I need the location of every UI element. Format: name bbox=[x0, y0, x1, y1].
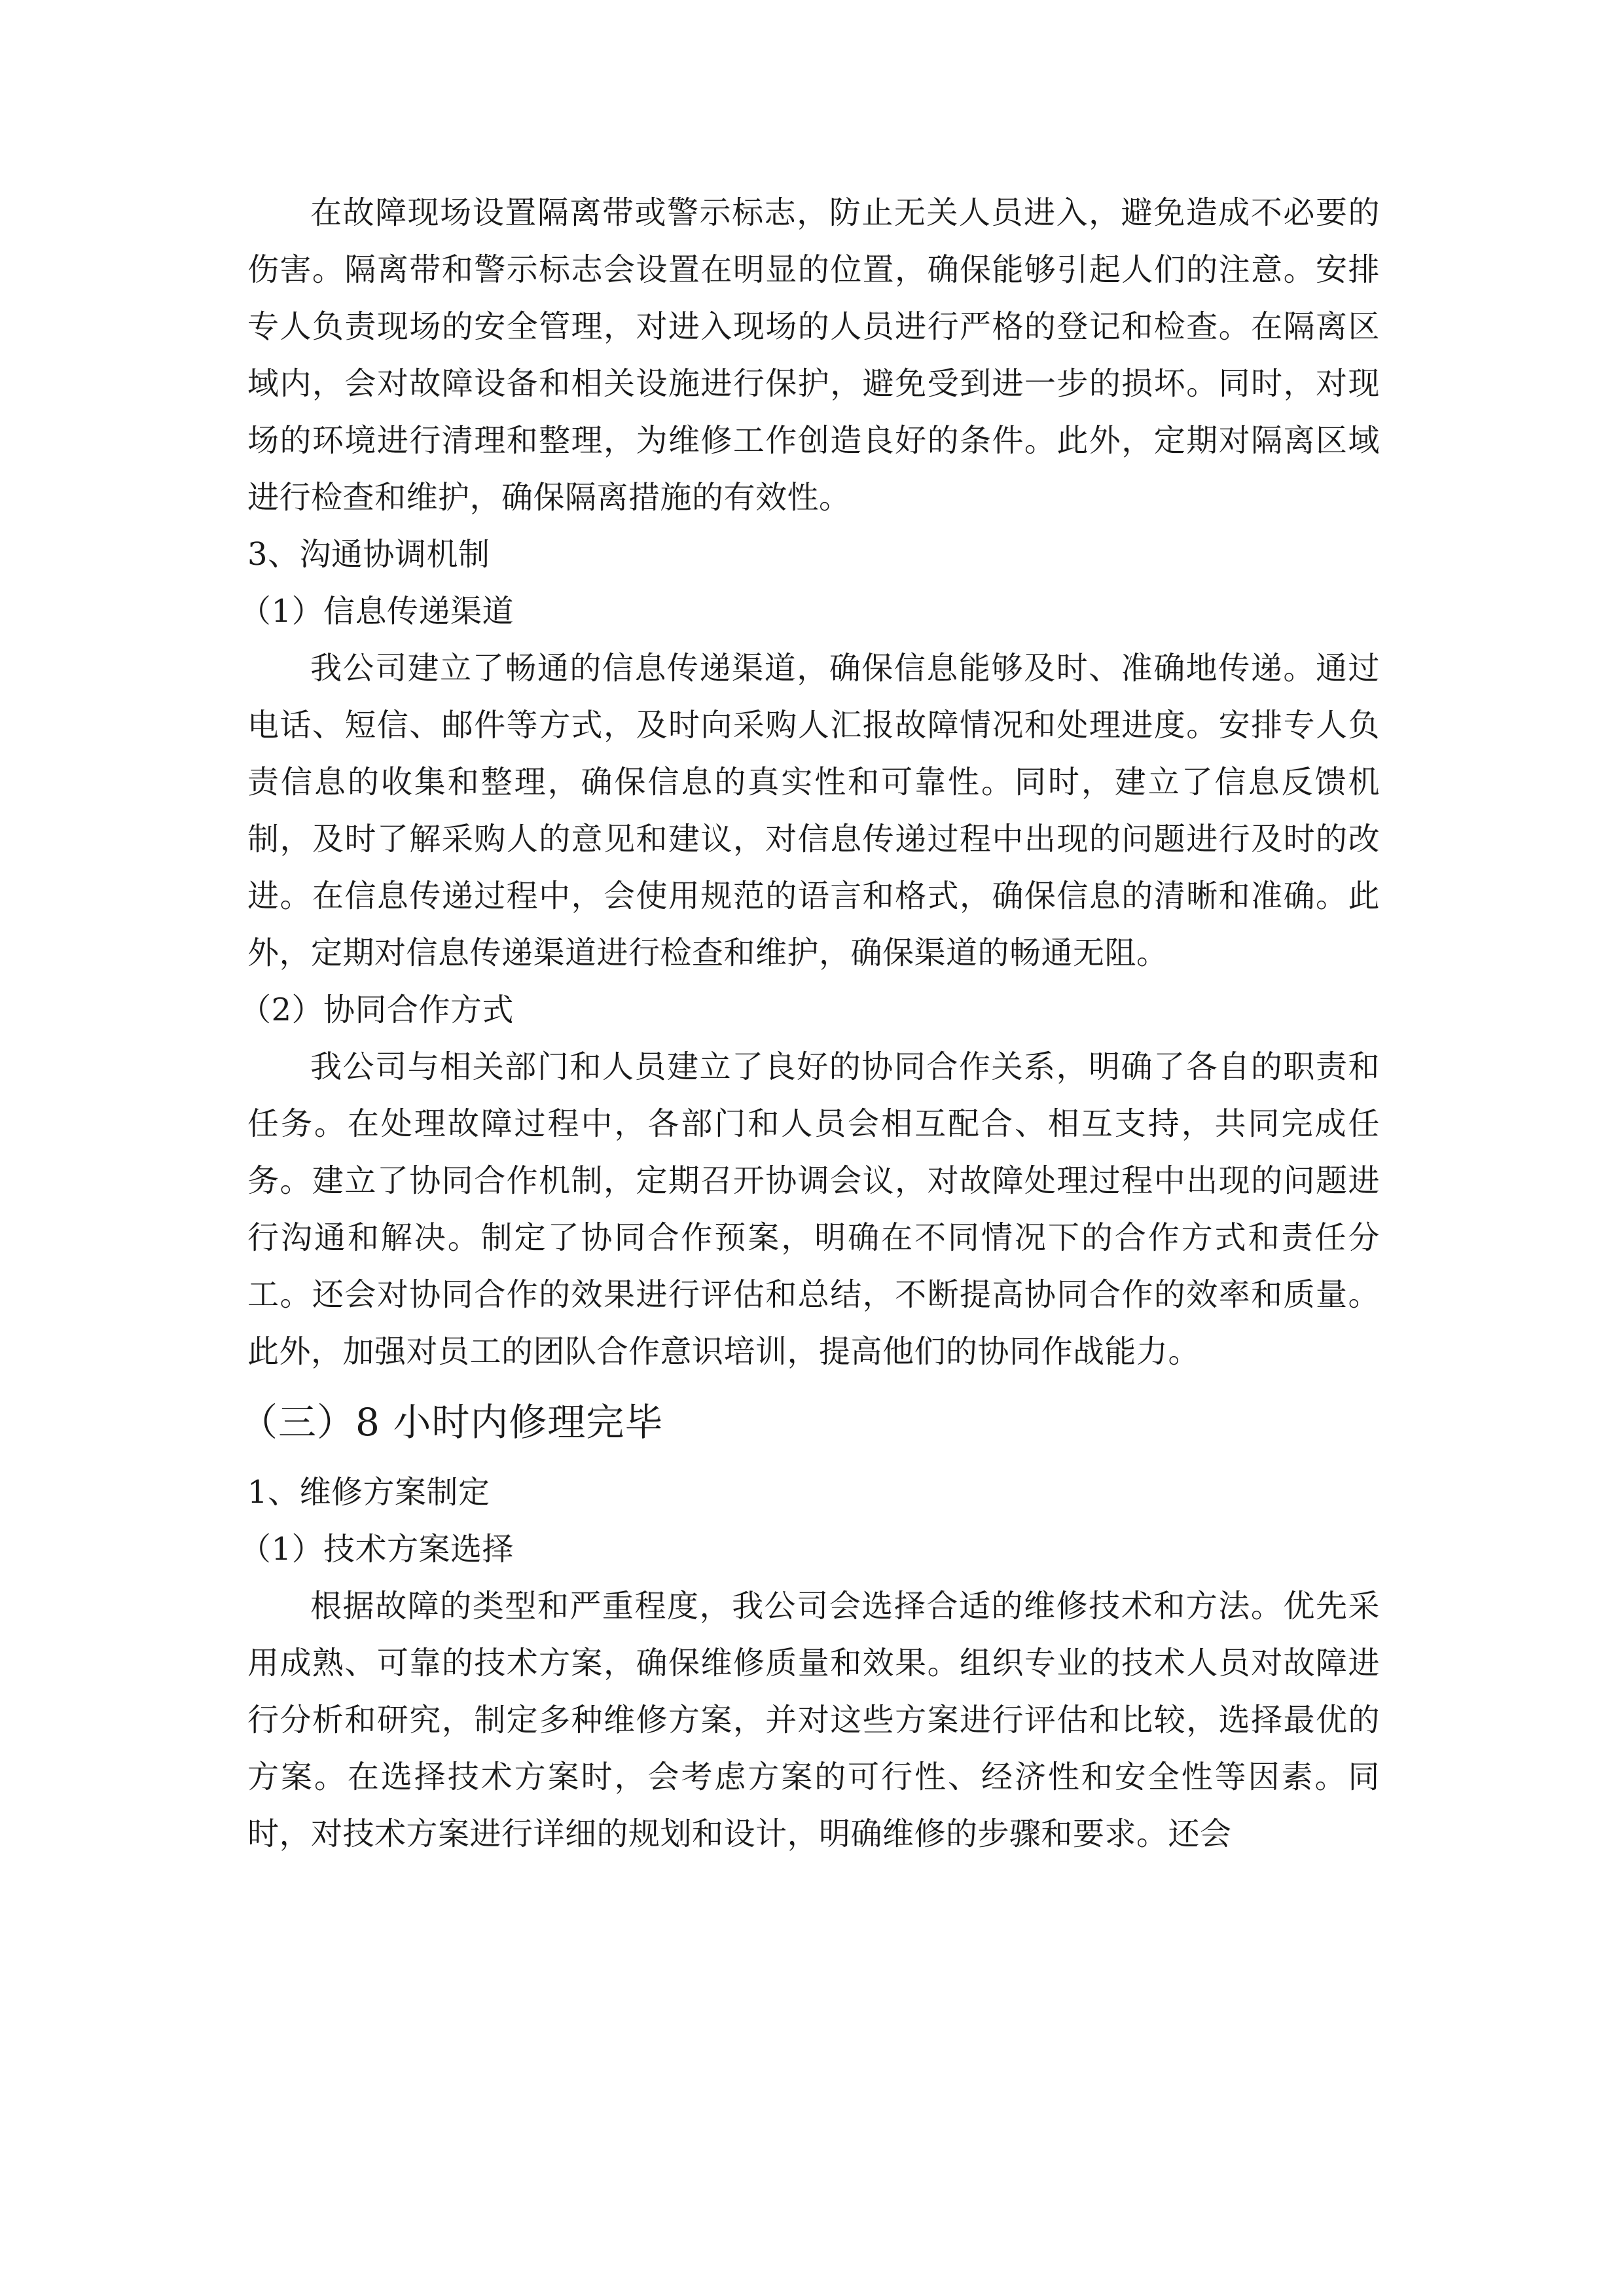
paragraph-isolation: 在故障现场设置隔离带或警示标志，防止无关人员进入，避免造成不必要的伤害。隔离带和警示标志会设置在明显的位置，确保能够引起人们的注意。安排专人负责现场的安全管理，对进入现场的人员进行严格的登记和检查。在隔离区域内，会对故障设备和相关设施进行保护，避免受到进一步的损坏。同时，对现场的环境进行清理和整理，为维修工作创造良好的条件。此外，定期对隔离区域进行检查和维护，确保隔离措施的有效性。 bbox=[247, 194, 1380, 516]
paragraph-tech-plan: 根据故障的类型和严重程度，我公司会选择合适的维修技术和方法。优先采用成熟、可靠的技术方案，确保维修质量和效果。组织专业的技术人员对故障进行分析和研究，制定多种维修方案，并对这些方案进行评估和比较，选择最优的方案。在选择技术方案时，会考虑方案的可行性、经济性和安全性等因素。同时，对技术方案进行详细的规划和设计，明确维修的步骤和要求。还会 bbox=[247, 1588, 1380, 1852]
paragraph-info-channel: 我公司建立了畅通的信息传递渠道，确保信息能够及时、准确地传递。通过电话、短信、邮件等方式，及时向采购人汇报故障情况和处理进度。安排专人负责信息的收集和整理，确保信息的真实性和可靠性。同时，建立了信息反馈机制，及时了解采购人的意见和建议，对信息传递过程中出现的问题进行及时的改进。在信息传递过程中，会使用规范的语言和格式，确保信息的清晰和准确。此外，定期对信息传递渠道进行检查和维护，确保渠道的畅通无阻。 bbox=[247, 650, 1380, 971]
heading-communication-mechanism: 3、沟通协调机制 bbox=[247, 536, 490, 573]
heading-repair-plan: 1、维修方案制定 bbox=[247, 1474, 490, 1511]
subheading-cooperation: （2）协同合作方式 bbox=[240, 992, 514, 1028]
subheading-tech-plan: （1）技术方案选择 bbox=[240, 1531, 514, 1568]
subheading-info-channel: （1）信息传递渠道 bbox=[240, 593, 514, 630]
document-body bbox=[240, 185, 1380, 1863]
section-title-repair-8h: （三）8 小时内修理完毕 bbox=[240, 1400, 664, 1444]
paragraph-cooperation: 我公司与相关部门和人员建立了良好的协同合作关系，明确了各自的职责和任务。在处理故障过程中，各部门和人员会相互配合、相互支持，共同完成任务。建立了协同合作机制，定期召开协调会议，对故障处理过程中出现的问题进行沟通和解决。制定了协同合作预案，明确在不同情况下的合作方式和责任分工。还会对协同合作的效果进行评估和总结，不断提高协同合作的效率和质量。此外，加强对员工的团队合作意识培训，提高他们的协同作战能力。 bbox=[247, 1049, 1380, 1370]
